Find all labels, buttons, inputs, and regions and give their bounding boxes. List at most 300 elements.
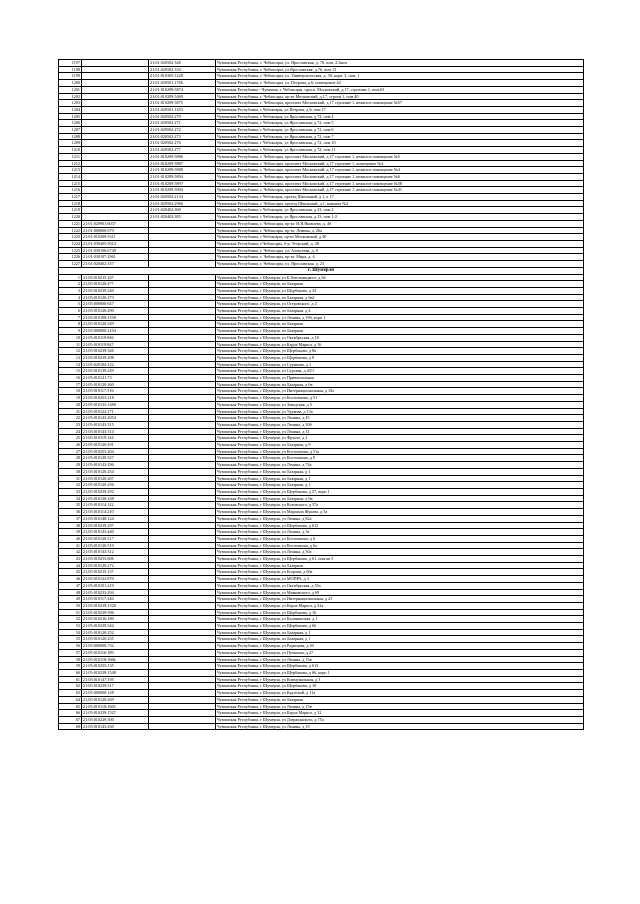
table-row	[59, 602, 584, 609]
table-row	[59, 408, 584, 415]
cadastral-number: 21:05:010120:256	[82, 482, 149, 489]
row-number: 23	[59, 421, 82, 428]
cadastral-number: 21:01:020402:357	[82, 261, 149, 268]
address: Чувашская Республика, г Чебоксары, ул Ярославская, д 23, пом 2	[216, 207, 584, 214]
property-register-table	[58, 59, 584, 730]
address: Чувашская Республика, г Шумерля, ул Щербакова, д 612	[216, 522, 584, 529]
address: Чувашская Республика, г Шумерля, пл Базарная	[216, 328, 584, 335]
table-row	[59, 73, 584, 80]
premise-cadastral-number	[149, 381, 216, 388]
cadastral-number: 21:05:010118:1665	[82, 703, 149, 710]
table-row	[59, 133, 584, 140]
premise-cadastral-number	[149, 220, 216, 227]
cadastral-number: 21:05:010255:135	[82, 663, 149, 670]
row-number: 35	[59, 502, 82, 509]
address: Чувашская Республика, г Шумерля, пл Базарная, д 6в	[216, 381, 584, 388]
table-row	[59, 120, 584, 127]
premise-cadastral-number: 21:01:010209:5894	[149, 173, 216, 180]
table-row	[59, 308, 584, 315]
row-number: 1198	[59, 66, 82, 73]
section-header-row	[59, 267, 584, 274]
premise-cadastral-number: 21:01:010209:5897	[149, 180, 216, 187]
premise-cadastral-number	[149, 663, 216, 670]
address: Чувашская Республика, г Шумерля, ул МОПРА, д 3	[216, 576, 584, 583]
row-number: 51	[59, 609, 82, 616]
cadastral-number	[82, 66, 149, 73]
table-row	[59, 609, 584, 616]
cadastral-number: 21:05:000000:2104	[82, 328, 149, 335]
premise-cadastral-number	[149, 240, 216, 247]
cadastral-number: 21:05:010229:300	[82, 716, 149, 723]
premise-cadastral-number	[149, 589, 216, 596]
address: Чувашская Республика, г Шумерля, ул Ленина, д 45	[216, 415, 584, 422]
table-row	[59, 502, 584, 509]
section-header	[59, 267, 584, 274]
address: Чувашская Республика, г Шумерля, пл Базарная, д 1	[216, 468, 584, 475]
table-row	[59, 334, 584, 341]
cadastral-number: 21:05:010143:312	[82, 549, 149, 556]
address: Чувашская Республика, г Шумерля, пл Базарная	[216, 281, 584, 288]
address: Чувашская Республика, г Шумерля, пл Базарная	[216, 696, 584, 703]
cadastral-number: 21:05:010120:491	[82, 442, 149, 449]
cadastral-number: 21:05:010122:171	[82, 408, 149, 415]
address: Чувашская Республика, г Шумерля, ул Урукова, д 13а	[216, 408, 584, 415]
address: Чувашская Республика, г Шумерля, ул Ленина, д 15в	[216, 656, 584, 663]
table-row	[59, 140, 584, 147]
table-row	[59, 153, 584, 160]
cadastral-number: 21:05:010120:517	[82, 535, 149, 542]
row-number: 1226	[59, 254, 82, 261]
table-row	[59, 623, 584, 630]
row-number: 1222	[59, 227, 82, 234]
table-row	[59, 482, 584, 489]
section-title: г. Шумерля	[59, 267, 584, 274]
table-row	[59, 66, 584, 73]
address: Чувашская Республика, г Шумерля, пл Базарная, д 1	[216, 636, 584, 643]
address: Чувашская Республика, г Шумерля, ул Щербакова, д 8а	[216, 348, 584, 355]
cadastral-number	[82, 93, 149, 100]
premise-cadastral-number	[149, 321, 216, 328]
premise-cadastral-number: 21:01:020502:270	[149, 113, 216, 120]
table-row	[59, 160, 584, 167]
address: Чувашская Республика, г Шумерля, ул Ленина, д 82а	[216, 515, 584, 522]
cadastral-number: 21:05:010239:240	[82, 287, 149, 294]
address: Чувашская Республика, г Шумерля, ул Карла Маркса, д 32	[216, 710, 584, 717]
address: Чувашская Республика, г Чебоксары, пр-кт Московский, д 40	[216, 234, 584, 241]
premise-cadastral-number	[149, 234, 216, 241]
row-number: 47	[59, 582, 82, 589]
premise-cadastral-number	[149, 334, 216, 341]
cadastral-number: 21:05:010114:122	[82, 502, 149, 509]
table-row	[59, 274, 584, 281]
premise-cadastral-number	[149, 314, 216, 321]
address: Чувашская Республика, г Шумерля, ул Егорова, д 66а	[216, 569, 584, 576]
row-number: 50	[59, 602, 82, 609]
table-row	[59, 388, 584, 395]
premise-cadastral-number	[149, 341, 216, 348]
address: Чувашская Республика, г. Чебоксары, проспект Московский, д.17 строение 1, нежилое помещение №38	[216, 180, 584, 187]
cadastral-number: 21:05:010147:195	[82, 676, 149, 683]
premise-cadastral-number	[149, 683, 216, 690]
premise-cadastral-number	[149, 690, 216, 697]
table-row	[59, 401, 584, 408]
address: Чувашская Республика, г Шумерля, ул Котовского, д 57а	[216, 502, 584, 509]
table-row	[59, 261, 584, 268]
row-number: 1218	[59, 200, 82, 207]
table-row	[59, 649, 584, 656]
row-number: 49	[59, 596, 82, 603]
table-row	[59, 207, 584, 214]
premise-cadastral-number	[149, 649, 216, 656]
cadastral-number: 21:05:010101:219	[82, 582, 149, 589]
row-number: 1213	[59, 167, 82, 174]
premise-cadastral-number	[149, 710, 216, 717]
table-row	[59, 549, 584, 556]
row-number: 10	[59, 334, 82, 341]
address: Чувашская Республика, г Чебоксары, ул Ярославская, д 72, пом 4	[216, 113, 584, 120]
cadastral-number: 21:05:010143:296	[82, 462, 149, 469]
row-number: 1224	[59, 240, 82, 247]
premise-cadastral-number	[149, 569, 216, 576]
row-number: 19	[59, 395, 82, 402]
premise-cadastral-number	[149, 455, 216, 462]
premise-cadastral-number: 21:01:020402:385	[149, 214, 216, 221]
row-number: 68	[59, 723, 82, 730]
row-number: 17	[59, 381, 82, 388]
premise-cadastral-number: 21:01:010209:5888	[149, 167, 216, 174]
premise-cadastral-number	[149, 301, 216, 308]
table-row	[59, 368, 584, 375]
row-number: 37	[59, 515, 82, 522]
cadastral-number: 21:05:010233:294	[82, 589, 149, 596]
cadastral-number	[82, 106, 149, 113]
table-row	[59, 80, 584, 87]
address: Чувашская Республика, г Шумерля, ул Сурикова, д 1	[216, 361, 584, 368]
premise-cadastral-number: 21:01:020502:273	[149, 133, 216, 140]
table-row	[59, 354, 584, 361]
table-row	[59, 589, 584, 596]
premise-cadastral-number	[149, 482, 216, 489]
address: Чувашская Республика, г Шумерля, ул Карла Маркса, д 16	[216, 341, 584, 348]
address: Чувашская Республика, г Шумерля, ул Интернациональная, д 10а	[216, 388, 584, 395]
row-number: 1223	[59, 234, 82, 241]
cadastral-number: 21:05:010120:258	[82, 495, 149, 502]
table-row	[59, 462, 584, 469]
row-number: 1221	[59, 220, 82, 227]
premise-cadastral-number: 21:01:010305:1228	[149, 73, 216, 80]
table-row	[59, 428, 584, 435]
cadastral-number: 21:05:010143:315	[82, 421, 149, 428]
row-number: 22	[59, 415, 82, 422]
premise-cadastral-number	[149, 462, 216, 469]
address: Чувашская Республика, г Чебоксары, ул Ярославская, д 72, пом 10	[216, 140, 584, 147]
table-row	[59, 576, 584, 583]
row-number: 39	[59, 529, 82, 536]
cadastral-number: 21:05:010239:297	[82, 522, 149, 529]
premise-cadastral-number	[149, 361, 216, 368]
address: Чувашская Республика, г. Чебоксары, ул. Петрова, д.6, помещение 44	[216, 80, 584, 87]
address: Чувашская Республика, г Шумерля, ул Интернациональная, д 23	[216, 596, 584, 603]
cadastral-number: 21:05:010120:519	[82, 542, 149, 549]
premise-cadastral-number	[149, 475, 216, 482]
row-number: 1205	[59, 113, 82, 120]
row-number: 38	[59, 522, 82, 529]
address: Чувашская Республика, г. Чебоксары, проспект Московский, д.17 строение 1, нежилое помещение №57	[216, 100, 584, 107]
premise-cadastral-number	[149, 616, 216, 623]
premise-cadastral-number	[149, 495, 216, 502]
premise-cadastral-number: 21:01:010209:5469	[149, 93, 216, 100]
address: Чувашская Республика, г Шумерля, ул Крупской, д 11а	[216, 690, 584, 697]
row-number: 48	[59, 589, 82, 596]
table-row	[59, 582, 584, 589]
premise-cadastral-number	[149, 602, 216, 609]
cadastral-number: 21:05:010239:1548	[82, 669, 149, 676]
premise-cadastral-number	[149, 515, 216, 522]
table-row	[59, 294, 584, 301]
table-row	[59, 723, 584, 730]
table-row	[59, 234, 584, 241]
address: Чувашская Республика, г Чебоксары, ул Ярославская, д 72, пом 6	[216, 127, 584, 134]
row-number: 67	[59, 716, 82, 723]
address: Чувашская Республика, г Шумерля, ул Ленина, д 30а	[216, 549, 584, 556]
table-row	[59, 194, 584, 201]
table-row	[59, 187, 584, 194]
cadastral-number: 21:05:010239:317	[82, 683, 149, 690]
table-row	[59, 341, 584, 348]
address: Чувашская Республика, г Шумерля, ул Дзержинского, д 75а	[216, 716, 584, 723]
cadastral-number: 21:05:010114:210	[82, 509, 149, 516]
premise-cadastral-number	[149, 676, 216, 683]
table-row	[59, 301, 584, 308]
address: Чувашская Республика, г. Чебоксары, ул. Ярославская, д. 23	[216, 261, 584, 268]
address: Чувашская Республика, г Шумерля, ул Калининская, д 1	[216, 616, 584, 623]
row-number: 43	[59, 556, 82, 563]
premise-cadastral-number	[149, 489, 216, 496]
table-row	[59, 287, 584, 294]
table-row	[59, 636, 584, 643]
address: Чувашская Республика, г Шумерля, ул Щербакова, д 16	[216, 609, 584, 616]
row-number: 1215	[59, 180, 82, 187]
premise-cadastral-number: 21:01:020501:1453	[149, 106, 216, 113]
row-number: 1212	[59, 160, 82, 167]
premise-cadastral-number	[149, 529, 216, 536]
cadastral-number: 21:05:020104:122	[82, 361, 149, 368]
cadastral-number: 21:05:000000:732	[82, 643, 149, 650]
row-number: 62	[59, 683, 82, 690]
address: Чувашская Республика, г. Чебоксары, проспект Московский, д.17 строение 1, нежилое помещение №5	[216, 153, 584, 160]
table-row	[59, 328, 584, 335]
premise-cadastral-number	[149, 596, 216, 603]
premise-cadastral-number	[149, 408, 216, 415]
row-number: 24	[59, 428, 82, 435]
cadastral-number: 21:05:010135:1480	[82, 401, 149, 408]
address: Чувашская Республика, г. Чебоксары, пр-кт. Ленина, д. 26а	[216, 227, 584, 234]
cadastral-number: 21:05:010120:272	[82, 562, 149, 569]
cadastral-number: 21:01:020901:6037	[82, 220, 149, 227]
row-number: 2	[59, 281, 82, 288]
cadastral-number: 21:05:010120:349	[82, 321, 149, 328]
cadastral-number: 21:05:010215:137	[82, 569, 149, 576]
table-row	[59, 127, 584, 134]
row-number: 65	[59, 703, 82, 710]
premise-cadastral-number	[149, 723, 216, 730]
address: Чувашская Республика, г. Чебоксары, проспект Московский, д.17 строение 1, нежилое помещение №6	[216, 173, 584, 180]
address: Чувашская Республика, г Шумерля, ул Октябрьская, д 55а	[216, 582, 584, 589]
premise-cadastral-number: 21:01:020402:360	[149, 207, 216, 214]
table-row	[59, 214, 584, 221]
row-number: 1216	[59, 187, 82, 194]
premise-cadastral-number	[149, 287, 216, 294]
address: Чувашская Республика, г Шумерля, ул Щербакова, д 66, корп 1	[216, 669, 584, 676]
address: Чувашская Республика, г Шумерля, ул Карла Маркса, д 32а	[216, 602, 584, 609]
row-number: 16	[59, 375, 82, 382]
premise-cadastral-number	[149, 281, 216, 288]
row-number: 1202	[59, 93, 82, 100]
address: Чувашская Республика, г Шумерля, пл Базарная, д 6в	[216, 495, 584, 502]
row-number: 56	[59, 643, 82, 650]
row-number: 33	[59, 489, 82, 496]
premise-cadastral-number	[149, 509, 216, 516]
cadastral-number: 21:05:010120:260	[82, 381, 149, 388]
cadastral-number: 21:05:010117:246	[82, 596, 149, 603]
address: Чувашская Республика - Чувашия, г. Чебоксары, просп. Московский, д.17, строение 1, пом.63	[216, 86, 584, 93]
address: Чувашская Республика, г Шумерля, ул Октябрьская, д 18	[216, 334, 584, 341]
cadastral-number: 21:05:010117:516	[82, 388, 149, 395]
row-number: 63	[59, 690, 82, 697]
table-row	[59, 180, 584, 187]
row-number: 61	[59, 676, 82, 683]
row-number: 1204	[59, 106, 82, 113]
premise-cadastral-number: 21:01:010209:5875	[149, 100, 216, 107]
address: Чувашская Республика, г Шумерля, пл Базарная, д 1	[216, 482, 584, 489]
table-row	[59, 381, 584, 388]
address: Чувашская Республика, г Шумерля, пл Базарная, д 6в2	[216, 294, 584, 301]
cadastral-number	[82, 100, 149, 107]
premise-cadastral-number: 21:01:020502:271	[149, 120, 216, 127]
table-row	[59, 643, 584, 650]
address: Чувашская Республика, г Шумерля, ул Косточкина, д 6а	[216, 542, 584, 549]
cadastral-number: 21:05:010239:1528	[82, 602, 149, 609]
table-row	[59, 656, 584, 663]
table-row	[59, 435, 584, 442]
address: Чувашская Республика, г Шумерля, ул Щербакова, д 57, корп 1	[216, 489, 584, 496]
row-number: 44	[59, 562, 82, 569]
cadastral-number: 21:05:010108:1558	[82, 314, 149, 321]
premise-cadastral-number	[149, 703, 216, 710]
premise-cadastral-number	[149, 629, 216, 636]
cadastral-number: 21:05:010120:269	[82, 696, 149, 703]
row-number: 1214	[59, 173, 82, 180]
address: Чувашская Республика, г Шумерля, ул Б.Хмельницкого, д 64	[216, 274, 584, 281]
cadastral-number: 21:05:010119:846	[82, 334, 149, 341]
table-row	[59, 247, 584, 254]
row-number: 53	[59, 623, 82, 630]
address: Чувашская Республика, г. Чебоксары, ул. Университетская, д. 38, корп. 3, пом. 1	[216, 73, 584, 80]
row-number: 57	[59, 649, 82, 656]
row-number: 59	[59, 663, 82, 670]
cadastral-number: 21:05:010239:344	[82, 623, 149, 630]
premise-cadastral-number	[149, 308, 216, 315]
cadastral-number: 21:05:010239:292	[82, 489, 149, 496]
row-number: 11	[59, 341, 82, 348]
row-number: 66	[59, 710, 82, 717]
table-row	[59, 529, 584, 536]
premise-cadastral-number	[149, 348, 216, 355]
address: Чувашская Республика, г Шумерля, ул Ленина, д 15в	[216, 703, 584, 710]
cadastral-number: 21:05:010120:527	[82, 455, 149, 462]
cadastral-number: 21:05:000000:128	[82, 690, 149, 697]
address: Чувашская Республика, г. Чебоксары, ул. Алексеева, д. 8	[216, 247, 584, 254]
table-row	[59, 455, 584, 462]
address: Чувашская Республика, г. Чебоксары, ул. Ярославская, д. 76, пом. 2,3ком	[216, 60, 584, 67]
premise-cadastral-number	[149, 435, 216, 442]
cadastral-number: 21:01:010209:5311	[82, 234, 149, 241]
row-number: 41	[59, 542, 82, 549]
premise-cadastral-number	[149, 669, 216, 676]
cadastral-number	[82, 167, 149, 174]
row-number: 20	[59, 401, 82, 408]
address: Чувашская Республика, г Шумерля, ул Щербакова, д 34	[216, 287, 584, 294]
premise-cadastral-number	[149, 294, 216, 301]
cadastral-number: 21:05:010139:249	[82, 368, 149, 375]
address: Чувашская Республика, г Чебоксары, ул Ярославская, д 23, пом 1-2	[216, 214, 584, 221]
cadastral-number: 21:05:010120:273	[82, 294, 149, 301]
table-row	[59, 710, 584, 717]
cadastral-number: 21:01:000000:679	[82, 227, 149, 234]
address: Чувашская Республика, г. Чебоксары, проезд Школьный, д.1, комната №2	[216, 200, 584, 207]
table-row	[59, 375, 584, 382]
cadastral-number: 21:05:010143:430	[82, 723, 149, 730]
cadastral-number	[82, 147, 149, 154]
cadastral-number: 21:01:030405:5014	[82, 240, 149, 247]
cadastral-number: 21:05:010216:180	[82, 616, 149, 623]
cadastral-number: 21:01:030107:2961	[82, 254, 149, 261]
row-number: 34	[59, 495, 82, 502]
row-number: 42	[59, 549, 82, 556]
cadastral-number	[82, 60, 149, 67]
premise-cadastral-number	[149, 261, 216, 268]
table-row	[59, 669, 584, 676]
address: Чувашская Республика, г Шумерля, ул Ленина, д 74а	[216, 462, 584, 469]
premise-cadastral-number	[149, 623, 216, 630]
address: Чувашская Республика, г Чебоксары, ул Ярославская, д 72, пом 11	[216, 147, 584, 154]
address: Чувашская Республика, г. Чебоксары, проспект Московский, д.17 строение 1, нежилое помещение №4	[216, 167, 584, 174]
address: Чувашская Республика, г Шумерля, ул Островского, д 2	[216, 301, 584, 308]
address: Чувашская Республика, г. Чебоксары, пр-кт Московский, д.17, строен 1, пом 40	[216, 93, 584, 100]
row-number: 1211	[59, 153, 82, 160]
shumerlya-rows	[59, 274, 584, 730]
row-number: 26	[59, 442, 82, 449]
cadastral-number	[82, 80, 149, 87]
row-number: 1207	[59, 127, 82, 134]
row-number: 9	[59, 328, 82, 335]
table-row	[59, 348, 584, 355]
premise-cadastral-number	[149, 696, 216, 703]
address: Чувашская Республика, г.Чебоксары, б-р. Эгерский, д. 28	[216, 240, 584, 247]
premise-cadastral-number	[149, 328, 216, 335]
row-number: 1219	[59, 207, 82, 214]
premise-cadastral-number	[149, 415, 216, 422]
table-row	[59, 495, 584, 502]
premise-cadastral-number	[149, 401, 216, 408]
row-number: 58	[59, 656, 82, 663]
cadastral-number: 21:05:010122:870	[82, 576, 149, 583]
cadastral-number: 21:05:010255:606	[82, 556, 149, 563]
cadastral-number: 21:05:010253:218	[82, 395, 149, 402]
table-row	[59, 227, 584, 234]
cadastral-number: 21:05:010118:1666	[82, 656, 149, 663]
table-row	[59, 696, 584, 703]
